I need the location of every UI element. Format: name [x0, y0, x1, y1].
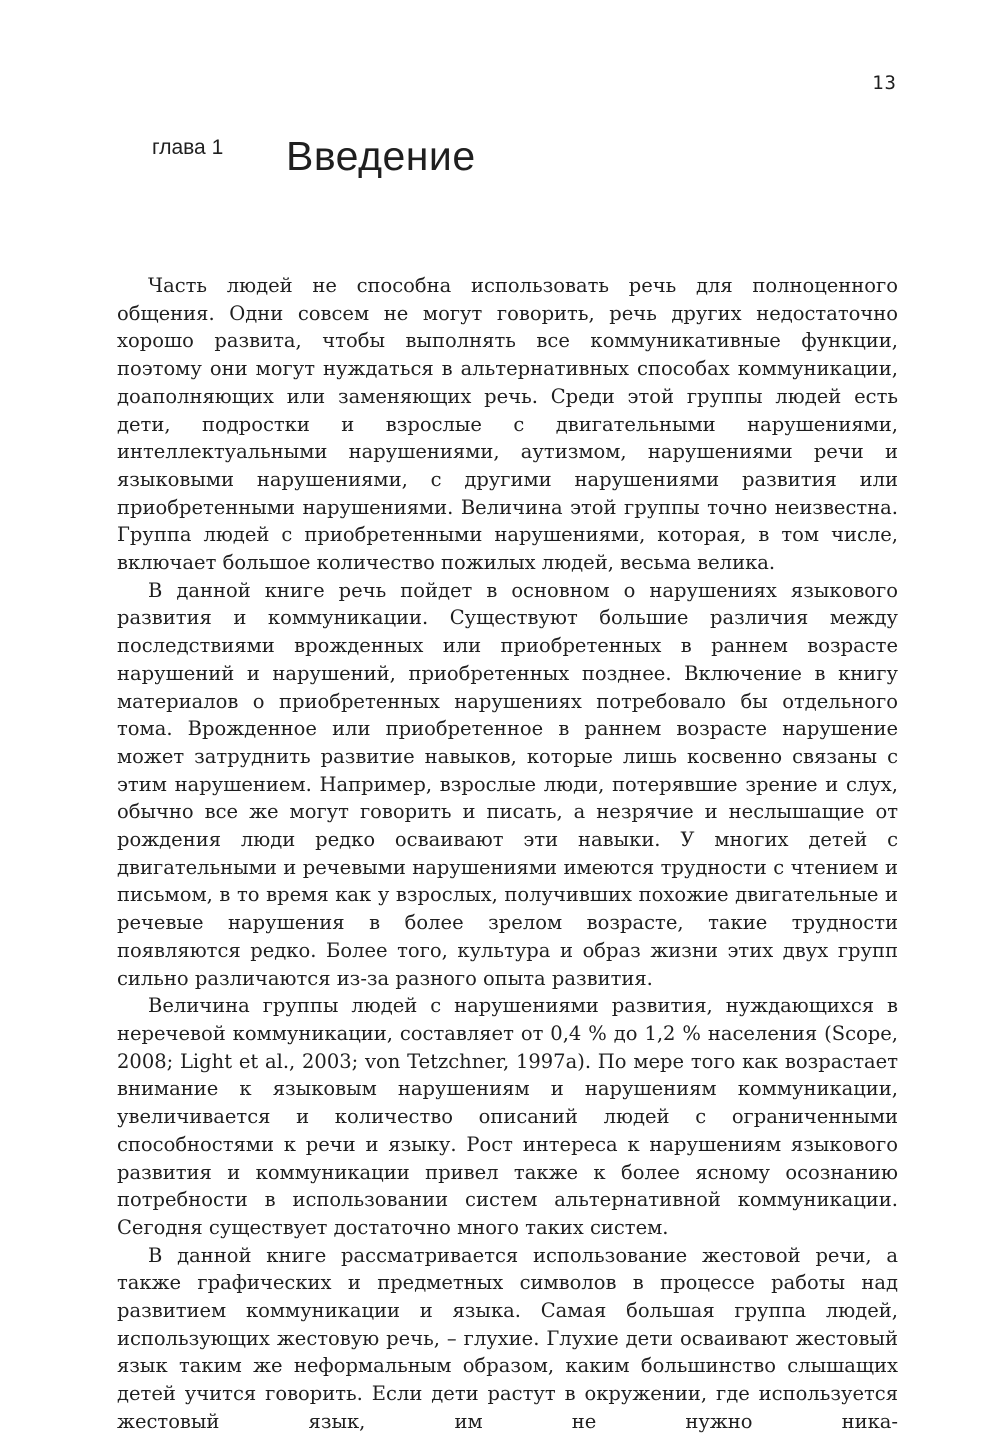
- paragraph-1: Часть людей не способна использовать речь для полноценного общения. Одни совсем не могут говорить, речь других недостаточно хорошо развита, чтобы выполнять все коммуникативные функции, поэтому они могут нуждаться в альтернативных способах коммуникации, доаполняющих или заменяющих речь. Среди этой группы людей есть дети, подростки и взрослые с двигательными нарушениями, интеллектуальными нарушениями, аутизмом, нарушениями речи и языковыми нарушениями, с другими нарушениями развития или приобретенными нарушениями. Величина этой группы точно неизвестна. Группа людей с приобретенными нарушениями, которая, в том числе, включает большое количество пожилых людей, весьма велика.: [117, 274, 898, 575]
- paragraph-2: В данной книге речь пойдет в основном о нарушениях языкового развития и коммуникации. Существуют большие различия между последствиями врожденных или приобретенных в раннем возрасте нарушений и нарушений, приобретенных позднее. Включение в книгу материалов о приобретенных нарушениях потребовало бы отдельного тома. Врожденное или приобретенное в раннем возрасте нарушение может затруднить развитие навыков, которые лишь косвенно связаны с этим нарушением. Например, взрослые люди, потерявшие зрение и слух, обычно все же могут говорить и писать, а незрячие и неслышащие от рождения люди редко осваивают эти навыки. У многих детей с двигательными и речевыми нарушениями имеются трудности с чтением и письмом, в то время как у взрослых, получивших похожие двигательные и речевые нарушения в более зрелом возрасте, такие трудности появляются редко. Более того, культура и образ жизни этих двух групп сильно различаются из-за разного опыта развития.: [117, 578, 898, 990]
- page-number: 13: [872, 72, 897, 94]
- chapter-label: глава 1: [152, 136, 224, 159]
- paragraph-4: В данной книге рассматривается использование жестовой речи, а также графических и предметных символов в процессе работы над развитием коммуникации и языка. Самая большая группа людей, использующих жестовую речь, – глухие. Глухие дети осваивают жестовый язык таким же неформальным образом, каким большинство слышащих детей учится говорить. Если дети растут в окружении, где используется жестовый язык, им не нужно ника-: [117, 1243, 898, 1433]
- paragraph-3: Величина группы людей с нарушениями развития, нуждающихся в неречевой коммуникации, составляет от 0,4 % до 1,2 % населения (Scope, 2008; Light et al., 2003; von Tetzchner, 1997a). По мере того как возрастает внимание к языковым нарушениям и нарушениям коммуникации, увеличивается и количество описаний людей с ограниченными способностями к речи и языку. Рост интереса к нарушениям языкового развития и коммуникации привел также к более ясному осознанию потребности в использовании систем альтернативной коммуникации. Сегодня существует достаточно много таких систем.: [117, 994, 898, 1239]
- chapter-title: Введение: [286, 133, 476, 179]
- body-text: [117, 272, 898, 1436]
